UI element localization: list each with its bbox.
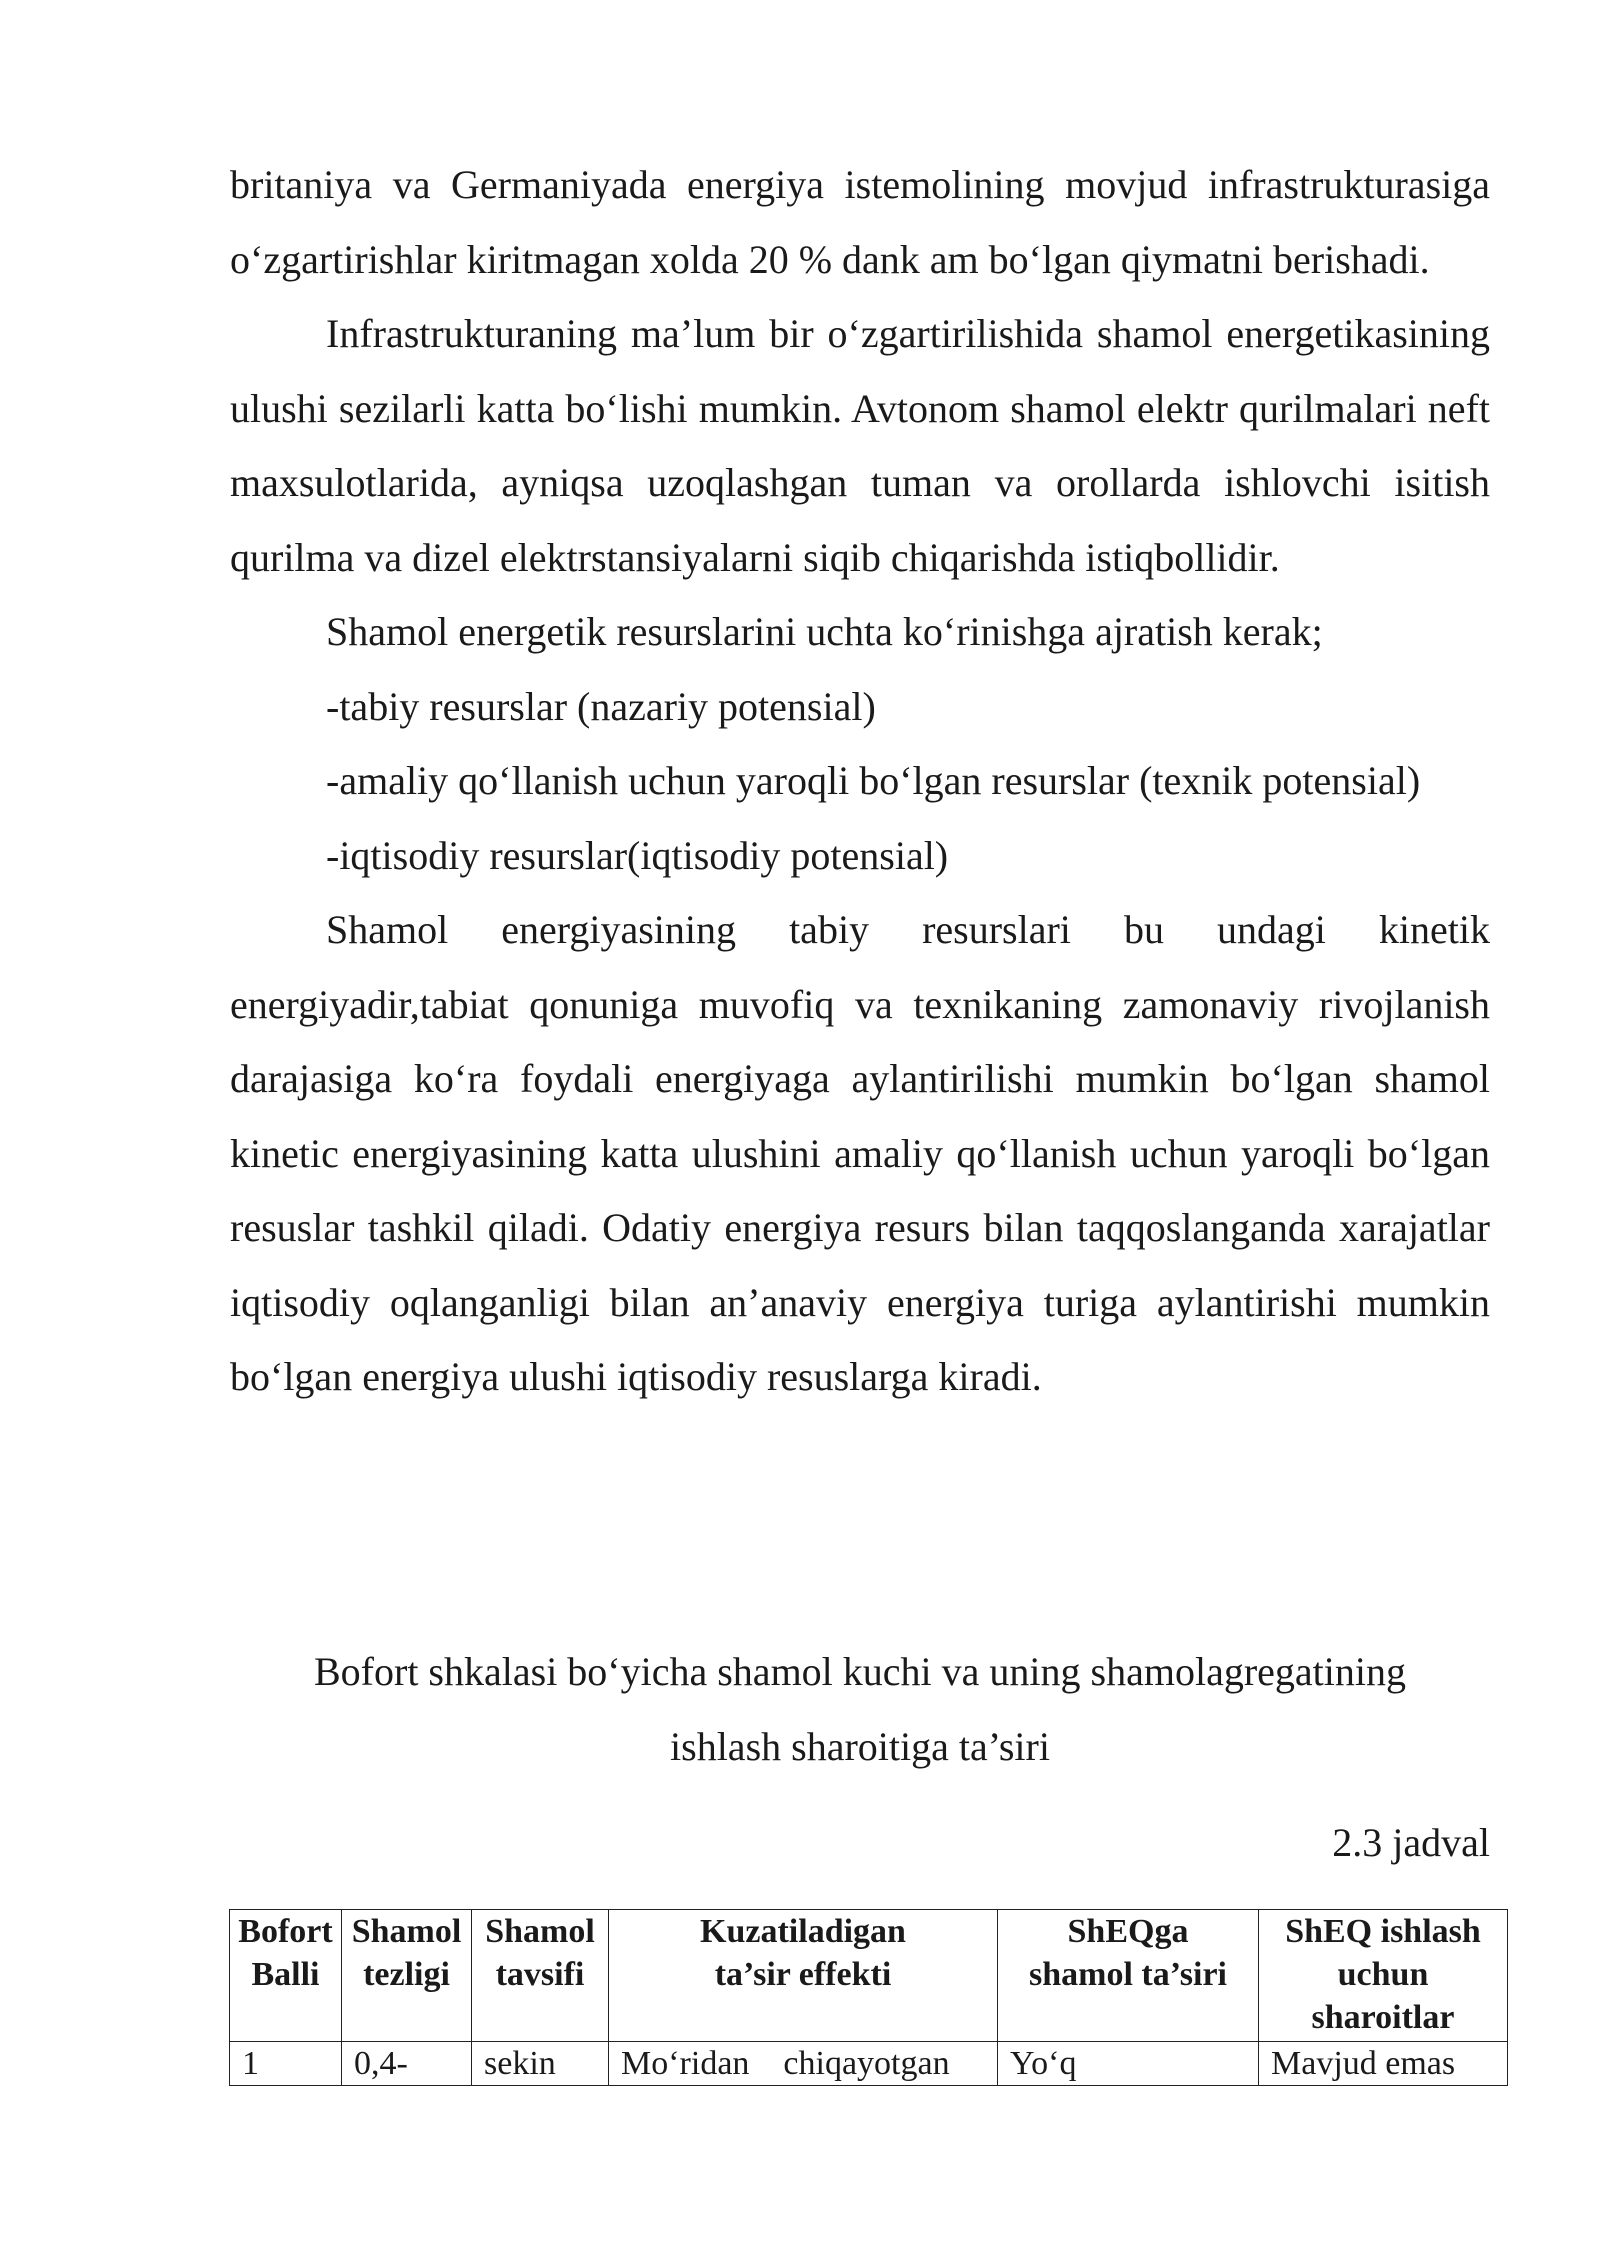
list-item: -iqtisodiy resurslar(iqtisodiy potensial)	[326, 832, 949, 878]
table-cell: Mavjud emas	[1259, 2042, 1508, 2086]
list-item: -amaliy qo‘llanish uchun yaroqli bo‘lgan resurslar (texnik potensial)	[326, 758, 1421, 803]
paragraph: Shamol energiyasining tabiy resurslari bu undagi kinetik energiyadir,tabiat qonuniga muvofiq va texnikaning zamonaviy rivojlanish darajasiga ko‘ra foydali energiyaga aylantirilishi mumkin bo‘lgan shamol kinetic energiyasining katta ulushini amaliy qo‘llanish uchun yaroqli bo‘lgan resuslar tashkil qiladi. Odatiy energiya resurs bilan taqqoslanganda xarajatlar iqtisodiy oqlanganligi bilan an’anaviy energiya turiga aylantirishi mumkin bo‘lgan energiya ulushi iqtisodiy resuslarga kiradi.	[230, 907, 1490, 1399]
body-text	[230, 148, 1490, 1415]
header-shamol-tavsifi: Shamol tavsifi	[472, 1910, 609, 2042]
beaufort-table	[229, 1909, 1508, 2086]
paragraph: Infrastrukturaning ma’lum bir o‘zgartirilishida shamol energetikasining ulushi sezilarli katta bo‘lishi mumkin. Avtonom shamol elektr qurilmalari neft maxsulotlarida, ayniqsa uzoqlashgan tuman va orollarda ishlovchi isitish qurilma va dizel elektrstansiyalarni siqib chiqarishda istiqbollidir.	[230, 311, 1490, 580]
table-row	[230, 2042, 1508, 2086]
table-cell: sekin	[472, 2042, 609, 2086]
list-item: -tabiy resurslar (nazariy potensial)	[326, 683, 876, 729]
table-caption-line: ishlash sharoitiga ta’siri	[670, 1723, 1050, 1769]
table-cell: Yo‘q	[998, 2042, 1259, 2086]
table-header-row	[230, 1910, 1508, 2042]
table-number: 2.3 jadval	[1332, 1820, 1490, 1865]
table-caption	[230, 1635, 1490, 1784]
paragraph: britaniya va Germaniyada energiya istemolining movjud infrastrukturasiga o‘zgartirishlar kiritmagan xolda 20 % dank am bo‘lgan qiymatni berishadi.	[230, 162, 1490, 282]
table-caption-line: Bofort shkalasi bo‘yicha shamol kuchi va uning shamolagregatining	[314, 1649, 1406, 1694]
header-shamol-tezligi: Shamol tezligi	[342, 1910, 472, 2042]
paragraph: Shamol energetik resurslarini uchta ko‘rinishga ajratish kerak;	[326, 609, 1323, 654]
table-cell: 0,4-	[342, 2042, 472, 2086]
table-cell: Mo‘ridan chiqayotgan	[609, 2042, 998, 2086]
header-sheqga-shamol-tasiri: ShEQga shamol ta’siri	[998, 1910, 1259, 2042]
header-bofort-balli: Bofort Balli	[230, 1910, 342, 2042]
header-kuzatiladigan-effekt: Kuzatiladigan ta’sir effekti	[609, 1910, 998, 2042]
table-cell: 1	[230, 2042, 342, 2086]
header-sheq-ishlash-sharoitlar: ShEQ ishlash uchun sharoitlar	[1259, 1910, 1508, 2042]
